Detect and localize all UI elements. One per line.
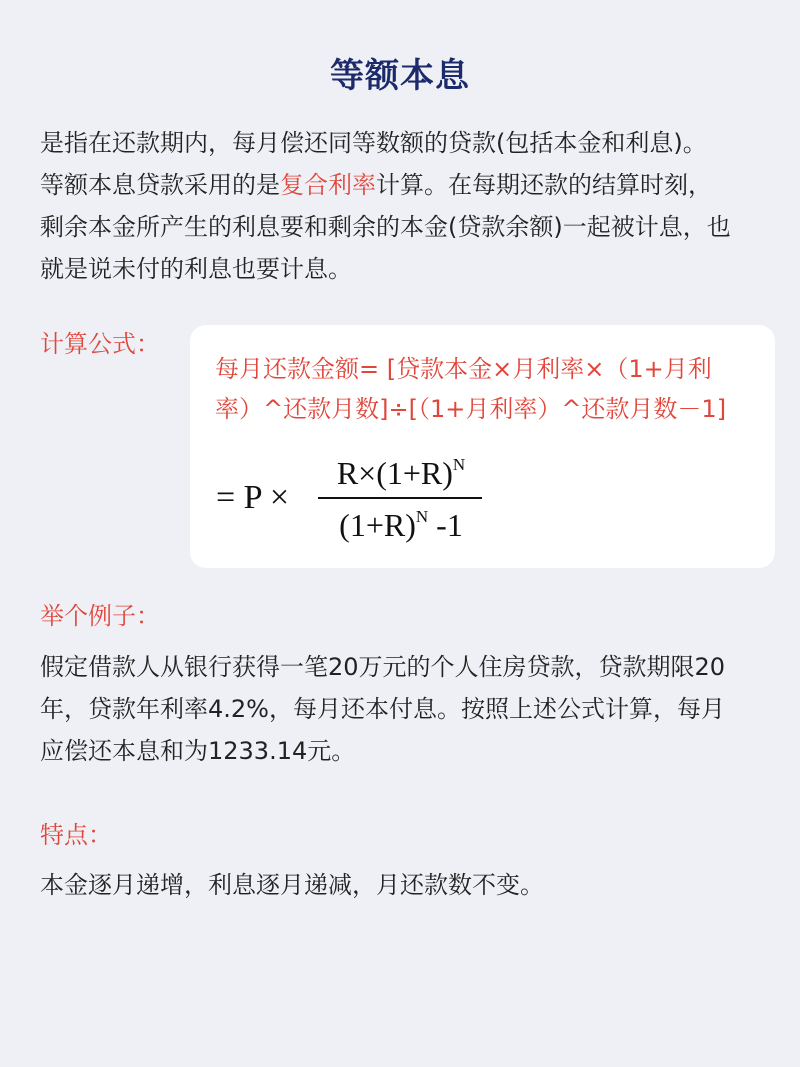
formula-label: 计算公式： (40, 330, 160, 358)
intro-line: 就是说未付的利息也要计息。 (40, 255, 352, 283)
example-line: 应偿还本息和为1233.14元。 (40, 737, 356, 765)
denominator (316, 505, 486, 545)
denominator-suffix: -1 (428, 507, 463, 543)
highlight-term: 复合利率 (280, 171, 376, 199)
numerator-base: R×(1+R) (336, 455, 453, 491)
formula-text (215, 349, 760, 429)
fraction-bar (318, 497, 482, 499)
example-line: 年，贷款年利率4.2%，每月还本付息。按照上述公式计算，每月 (40, 695, 725, 723)
denominator-exponent: N (415, 507, 429, 526)
example-line: 假定借款人从银行获得一笔20万元的个人住房贷款，贷款期限20 (40, 653, 726, 681)
formula-card (190, 325, 775, 568)
example-paragraph (40, 646, 770, 772)
math-prefix: = P × (216, 479, 289, 516)
intro-line: 剩余本金所产生的利息要和剩余的本金(贷款余额)一起被计息，也 (40, 213, 731, 241)
intro-paragraph (40, 122, 770, 290)
intro-text: 等额本息贷款采用的是 (40, 171, 280, 199)
intro-line (40, 164, 770, 206)
denominator-base: (1+R) (339, 507, 416, 543)
example-label: 举个例子： (40, 602, 160, 630)
intro-line: 是指在还款期内，每月偿还同等数额的贷款(包括本金和利息)。 (40, 129, 707, 157)
math-formula (216, 453, 756, 553)
page-title: 等额本息 (330, 56, 470, 96)
formula-text-line: 每月还款金额= [贷款本金×月利率×（1+月利 (215, 355, 712, 383)
numerator-exponent: N (452, 455, 466, 474)
numerator (316, 453, 486, 493)
feature-text: 本金逐月递增，利息逐月递减，月还款数不变。 (40, 871, 544, 899)
feature-label: 特点： (40, 821, 112, 849)
formula-text-line: 率）^还款月数]÷[（1+月利率）^还款月数－1] (215, 395, 727, 423)
intro-text: 计算。在每期还款的结算时刻， (376, 171, 712, 199)
